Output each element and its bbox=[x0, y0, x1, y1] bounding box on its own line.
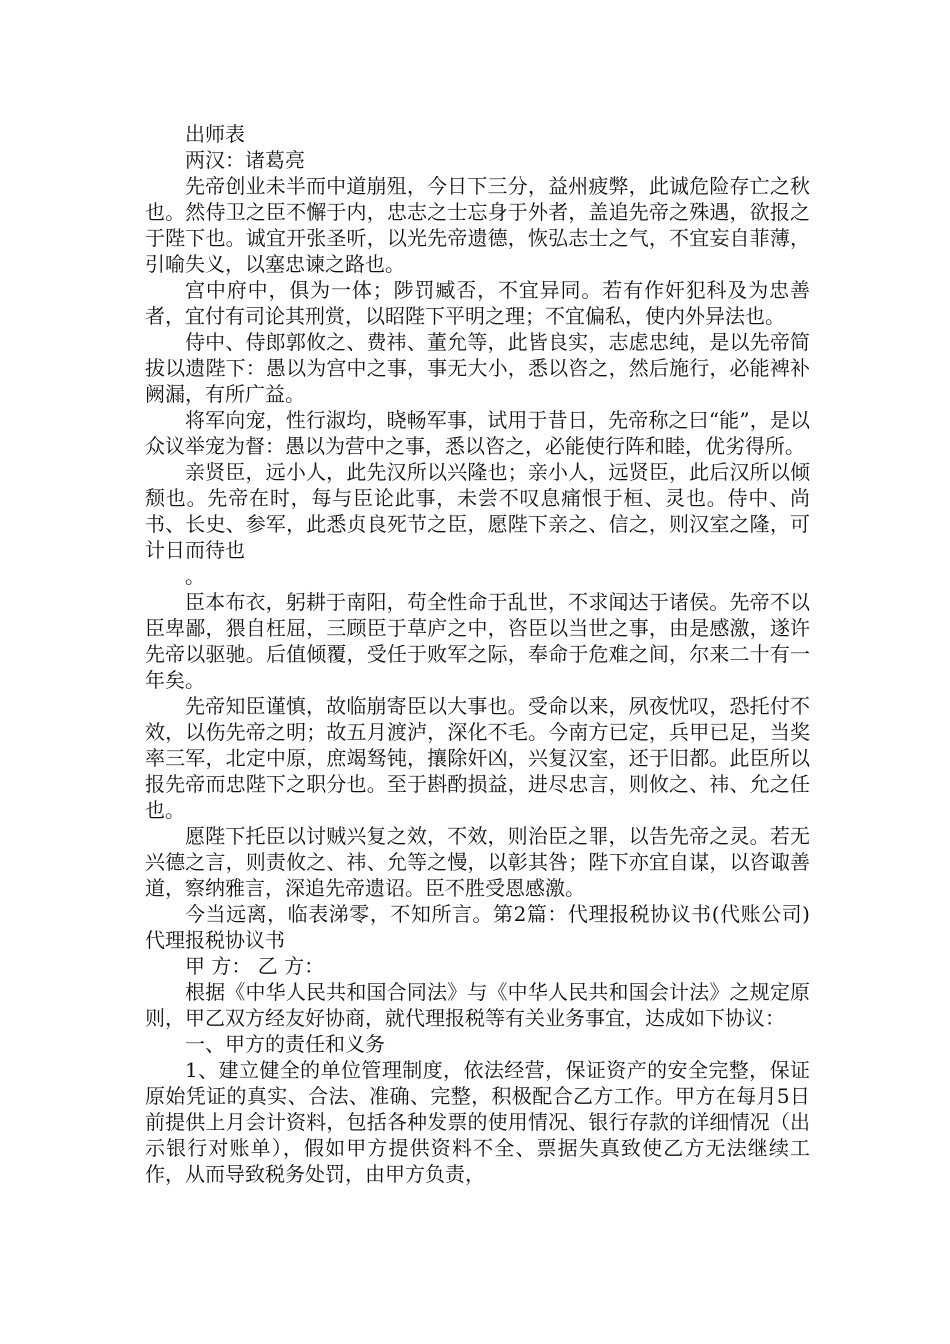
paragraph: 根据《中华人民共和国合同法》与《中华人民共和国会计法》之规定原则，甲乙双方经友好协商，就代理报税等有关业务事宜，达成如下协议： bbox=[145, 980, 810, 1030]
paragraph: 侍中、侍郎郭攸之、费祎、董允等，此皆良实，志虑忠纯，是以先帝简拔以遗陛下：愚以为宫中之事，事无大小，悉以咨之，然后施行，必能裨补阙漏，有所广益。 bbox=[145, 330, 810, 406]
paragraph-author: 两汉：诸葛亮 bbox=[185, 148, 305, 172]
paragraph: 1、建立健全的单位管理制度，依法经营，保证资产的安全完整，保证原始凭证的真实、合法、准确、完整，积极配合乙方工作。甲方在每月5日前提供上月会计资料，包括各种发票的使用情况、银行存款的详细情况（出示银行对账单），假如甲方提供资料不全、票据失真致使乙方无法继续工作，从而导致税务处罚，由甲方负责， bbox=[145, 1058, 810, 1186]
paragraph: 臣本布衣，躬耕于南阳，苟全性命于乱世，不求闻达于诸侯。先帝不以臣卑鄙，猥自枉屈，三顾臣于草庐之中，咨臣以当世之事，由是感激，遂许先帝以驱驰。后值倾覆，受任于败军之际，奉命于危难之间，尔来二十有一年矣。 bbox=[145, 590, 810, 692]
paragraph-punctuation: 。 bbox=[185, 564, 205, 588]
paragraph: 先帝创业未半而中道崩殂，今日下三分，益州疲弊，此诚危险存亡之秋也。然侍卫之臣不懈于内，忠志之士忘身于外者，盖追先帝之殊遇，欲报之于陛下也。诚宜开张圣听，以光先帝遗德，恢弘志士之气，不宜妄自菲薄，引喻失义，以塞忠谏之路也。 bbox=[145, 174, 810, 276]
paragraph: 先帝知臣谨慎，故临崩寄臣以大事也。受命以来，夙夜忧叹，恐托付不效，以伤先帝之明；故五月渡泸，深化不毛。今南方已定，兵甲已足，当奖率三军，北定中原，庶竭驽钝，攘除奸凶，兴复汉室，还于旧都。此臣所以报先帝而忠陛下之职分也。至于斟酌损益，进尽忠言，则攸之、祎、允之任也。 bbox=[145, 694, 810, 822]
paragraph: 今当远离，临表涕零，不知所言。第2篇：代理报税协议书(代账公司)代理报税协议书 bbox=[145, 902, 810, 952]
paragraph-parties: 甲 方： 乙 方： bbox=[185, 954, 325, 978]
document-body bbox=[145, 121, 810, 1187]
paragraph: 宫中府中，俱为一体；陟罚臧否，不宜异同。若有作奸犯科及为忠善者，宜付有司论其刑赏，以昭陛下平明之理；不宜偏私，使内外异法也。 bbox=[145, 278, 810, 328]
paragraph: 亲贤臣，远小人，此先汉所以兴隆也；亲小人，远贤臣，此后汉所以倾颓也。先帝在时，每与臣论此事，未尝不叹息痛恨于桓、灵也。侍中、尚书、长史、参军，此悉贞良死节之臣，愿陛下亲之、信之，则汉室之隆，可计日而待也 bbox=[145, 460, 810, 562]
paragraph: 愿陛下托臣以讨贼兴复之效，不效，则治臣之罪，以告先帝之灵。若无兴德之言，则责攸之、祎、允等之慢，以彰其咎；陛下亦宜自谋，以咨诹善道，察纳雅言，深追先帝遗诏。臣不胜受恩感激。 bbox=[145, 824, 810, 900]
section-heading: 一、甲方的责任和义务 bbox=[185, 1032, 385, 1056]
paragraph: 将军向宠，性行淑均，晓畅军事，试用于昔日，先帝称之曰“能”，是以众议举宠为督：愚以为营中之事，悉以咨之，必能使行阵和睦，优劣得所。 bbox=[145, 408, 810, 458]
paragraph-title: 出师表 bbox=[185, 122, 245, 146]
